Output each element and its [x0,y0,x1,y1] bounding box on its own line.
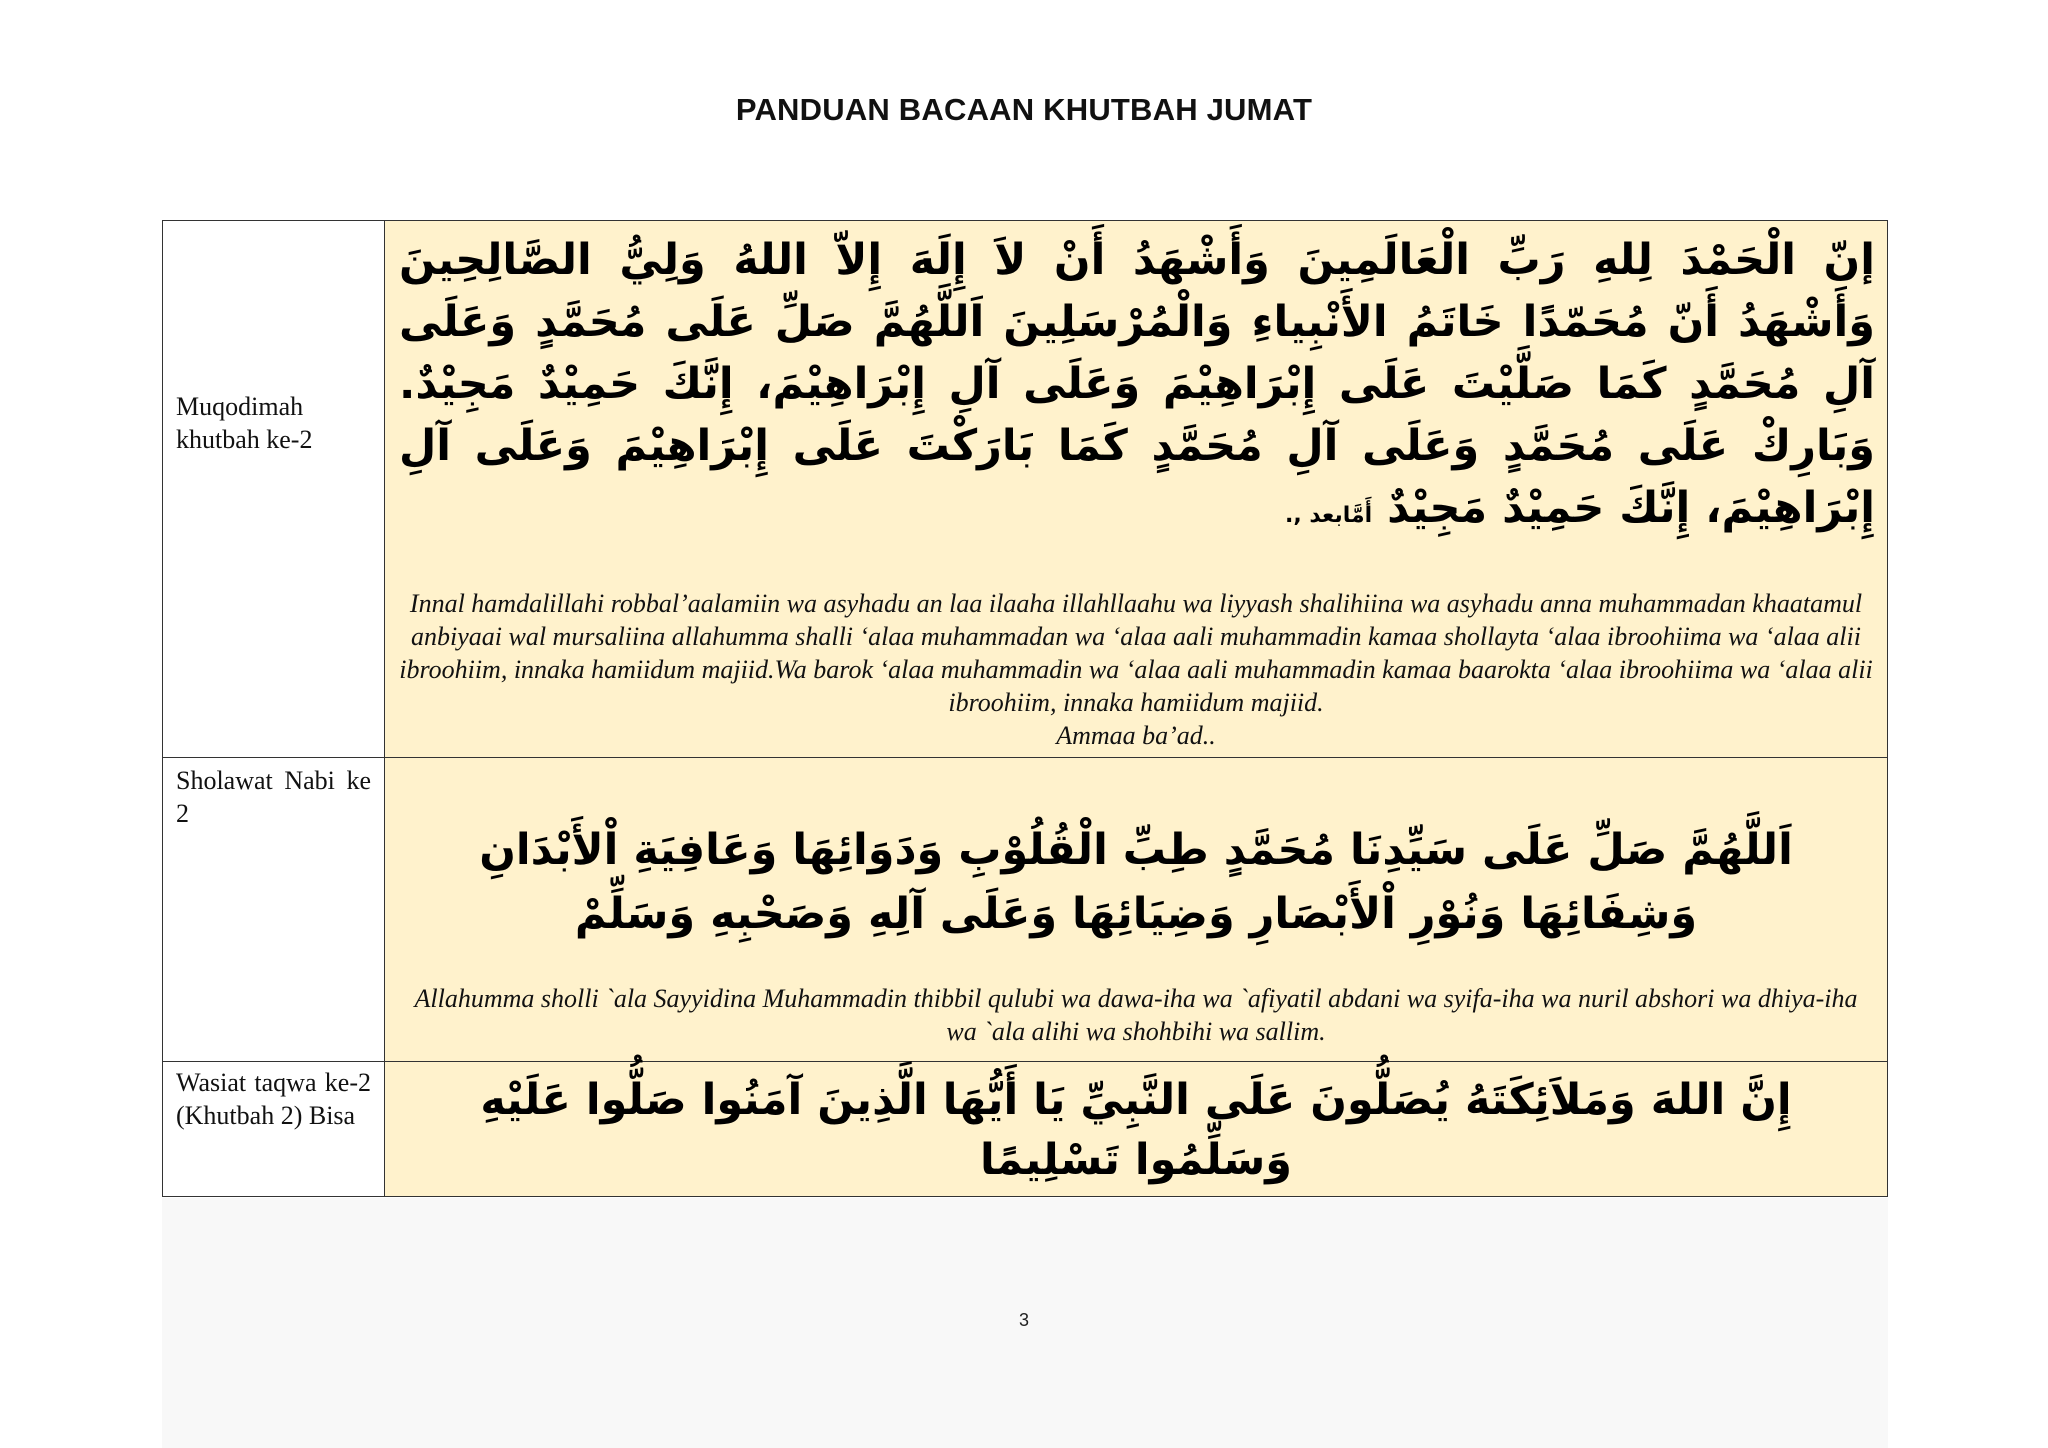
page-title: PANDUAN BACAAN KHUTBAH JUMAT [735,92,1313,127]
arabic-text [385,221,1887,547]
khutbah-table [162,220,1888,1197]
row-label-cell [163,1062,385,1197]
row-label-cell [163,758,385,1062]
table-row-sholawat [163,758,1888,1062]
row-content-cell [385,1062,1888,1197]
transliteration-main: Innal hamdalillahi robbal’aalamiin wa asyhadu an laa ilaaha illahllaahu wa liyyash shalihiina wa asyhadu anna muhammadan khaatamul anbiyaai wal mursaliina allahumma shalli ‘alaa muhammadan wa ‘alaa aali muhammadin kamaa shollayta ‘alaa ibroohiima wa ‘alaa alii ibroohiim, innaka hamiidum majiid.Wa barok ‘alaa muhammadin wa ‘alaa aali muhammadin kamaa baarokta ‘alaa ibroohiima wa ‘alaa alii ibroohiim, innaka hamiidum majiid. [399,589,1873,717]
row-content-cell [385,221,1888,758]
row-label: Sholawat Nabi ke 2 [176,766,371,828]
arabic-text: إِنَّ اللهَ وَمَلاَئِكَتَهُ يُصَلُّونَ عَلَى النَّبِيِّ يَا أَيُّهَا الَّذِينَ آمَنُوا صَلُّوا عَلَيْهِ وَسَلِّمُوا تَسْلِيمًا [480,1075,1792,1185]
transliteration-closing: Ammaa ba’ad.. [1056,721,1216,750]
transliteration-text: Allahumma sholli `ala Sayyidina Muhammadin thibbil qulubi wa dawa-iha wa `afiyatil abdani wa syifa-iha wa nuril abshori wa dhiya-iha wa `ala alihi wa shohbihi wa sallim. [414,984,1858,1046]
row-label-cell [163,221,385,758]
transliteration-text [385,547,1887,752]
arabic-main: إنّ الْحَمْدَ لِلهِ رَبِّ الْعَالَمِينَ وَأَشْهَدُ أَنْ لاَ إِلَهَ إِلاّ اللهُ وَلِيُّ الصَّالِحِينَ وَأَشْهَدُ أَنّ مُحَمّدًا خَاتَمُ الأَنْبِياءِ وَالْمُرْسَلِينَ اَللَّهُمَّ صَلِّ عَلَى مُحَمَّدٍ وَعَلَى آلِ مُحَمَّدٍ كَمَا صَلَّيْتَ عَلَى إِبْرَاهِيْمَ وَعَلَى آلِ إِبْرَاهِيْمَ، إِنَّكَ حَمِيْدٌ مَجِيْدٌ. وَبَارِكْ عَلَى مُحَمَّدٍ وَعَلَى آلِ مُحَمَّدٍ كَمَا بَارَكْتَ عَلَى إِبْرَاهِيْمَ وَعَلَى آلِ إِبْرَاهِيْمَ، إِنَّكَ حَمِيْدٌ مَجِيْدٌ [399,235,1875,533]
page-number: 3 [1018,1310,1029,1330]
row-label: Muqodimah khutbah ke-2 [176,392,313,454]
arabic-text: اَللَّهُمَّ صَلِّ عَلَى سَيِّدِنَا مُحَمَّدٍ طِبِّ الْقُلُوْبِ وَدَوَائِهَا وَعَافِيَةِ اْلأَبْدَانِ وَشِفَائِهَا وَنُوْرِ اْلأَبْصَارِ وَضِيَائِهَا وَعَلَى آلِهِ وَصَحْبِهِ وَسَلِّمْ [479,825,1793,939]
row-label: Wasiat taqwa ke-2 (Khutbah 2) Bisa [176,1068,371,1130]
arabic-small-note: أَمَّابعد ,. [1284,503,1373,528]
table-row-muqodimah [163,221,1888,758]
table-row-wasiat [163,1062,1888,1197]
row-content-cell [385,758,1888,1062]
